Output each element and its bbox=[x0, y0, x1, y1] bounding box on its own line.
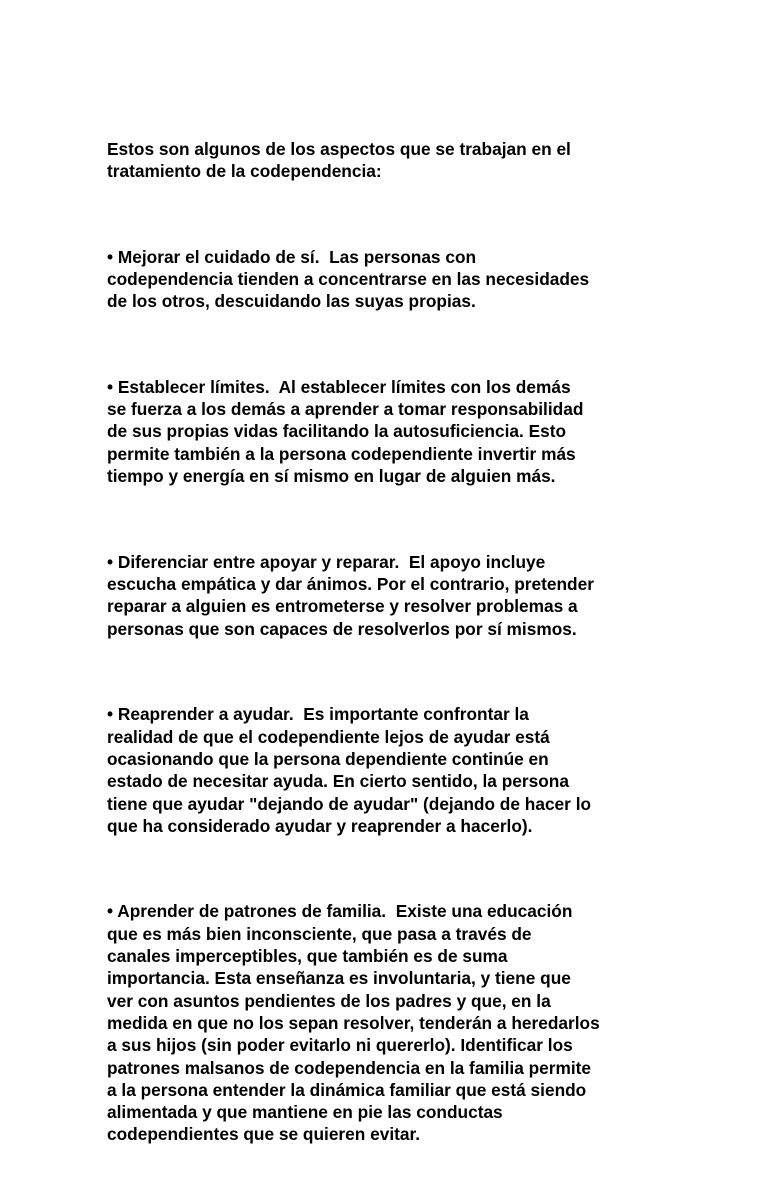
bullet-self-care: • Mejorar el cuidado de sí. Las personas con codependencia tienden a concentrarse en las necesidades de los otros, descuidando las suyas propias. bbox=[107, 246, 590, 312]
intro-paragraph: Estos son algunos de los aspectos que se trabajan en el tratamiento de la codependencia: bbox=[107, 138, 571, 181]
bullet-family-patterns: • Aprender de patrones de familia. Existe una educación que es más bien inconsciente, que pasa a través de canales imperceptibles, que también es de suma importancia. Esta enseñanza es involuntaria, y tiene que ver con asuntos pendientes de los padres y que, en la medida en que no los sepan resolver, tenderán a heredarlos a sus hijos (sin poder evitarlo ni quererlo). Identificar los patrones malsanos de codependencia en la familia permite a la persona entender la dinámica familiar que está siendo alimentada y que mantiene en pie las conductas codependientes que se quieren evitar. bbox=[107, 901, 600, 1145]
bullet-support-vs-repair: • Diferenciar entre apoyar y reparar. El apoyo incluye escucha empática y dar ánimos. Por el contrario, pretender reparar a alguien es entrometerse y resolver problemas a personas que son capaces de resolverlos por sí mismos. bbox=[107, 551, 594, 639]
document-body bbox=[107, 93, 677, 1187]
bullet-relearn-helping: • Reaprender a ayudar. Es importante confrontar la realidad de que el codependiente lejos de ayudar está ocasionando que la persona dependiente continúe en estado de necesitar ayuda. En cierto sentido, la persona tiene que ayudar "dejando de ayudar" (dejando de hacer lo que ha considerado ayudar y reaprender a hacerlo). bbox=[107, 704, 592, 836]
bullet-set-limits: • Establecer límites. Al establecer límites con los demás se fuerza a los demás a aprender a tomar responsabilidad de sus propias vidas facilitando la autosuficiencia. Esto permite también a la persona codependiente invertir más tiempo y energía en sí mismo en lugar de alguien más. bbox=[107, 376, 584, 487]
